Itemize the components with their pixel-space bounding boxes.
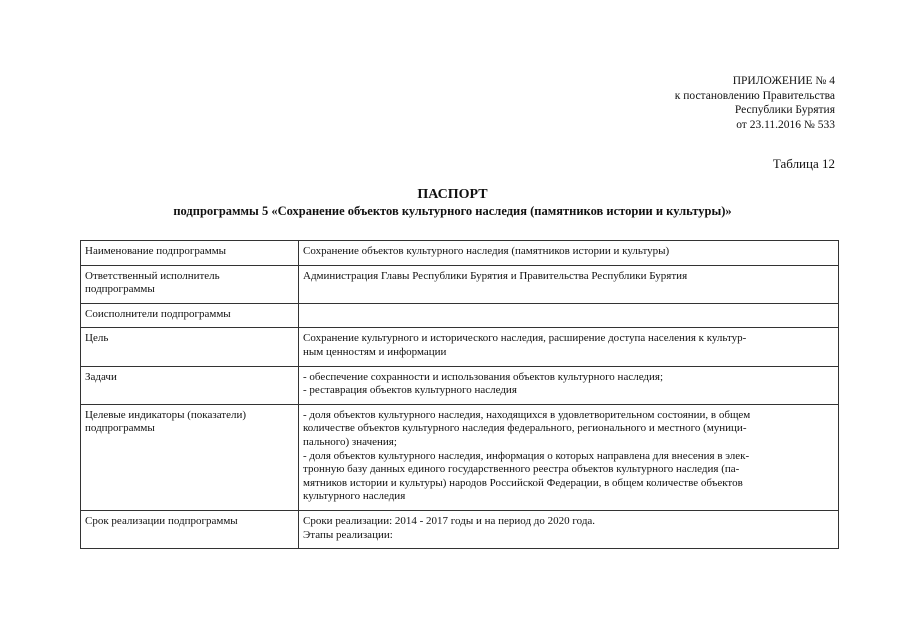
row-value-line: количестве объектов культурного наследия федерального, регионального и местного (муници- [303,422,747,435]
row-value-line: пального) значения; [303,435,397,448]
row-label-line: подпрограммы [85,283,155,296]
table-row [81,510,839,548]
row-label-line: Срок реализации подпрограммы [85,514,238,527]
row-value-cell [299,510,839,548]
row-label-cell [81,265,299,303]
row-value-line: тронную базу данных единого государственного реестра объектов культурного наследия (па- [303,463,740,476]
row-label-cell [81,510,299,548]
row-label-line: Цель [85,332,109,345]
table-row [81,328,839,366]
row-label-line: подпрограммы [85,422,155,435]
appendix-block [675,74,835,132]
row-value-cell [299,303,839,328]
row-value-cell [299,265,839,303]
table-row [81,303,839,328]
row-label-line: Задачи [85,370,117,383]
row-value-line: Администрация Главы Республики Бурятия и Правительства Республики Бурятия [303,269,688,282]
row-value-cell [299,366,839,404]
row-value-line: - обеспечение сохранности и использования объектов культурного наследия; [303,370,664,383]
row-label-cell [81,328,299,366]
row-value-cell [299,328,839,366]
row-value-line: - реставрация объектов культурного наследия [303,384,517,397]
row-label-line: Наименование подпрограммы [85,245,227,257]
document-subtitle: подпрограммы 5 «Сохранение объектов культурного наследия (памятников истории и культуры)» [173,204,732,218]
row-label-cell [81,404,299,510]
table-row [81,265,839,303]
appendix-line: к постановлению Правительства [674,89,835,102]
row-value-line: - доля объектов культурного наследия, находящихся в удовлетворительном состоянии, в общем [303,408,751,421]
row-value-line: Сохранение культурного и исторического наследия, расширение доступа населения к культур- [303,332,747,345]
row-value-line: Этапы реализации: [303,528,393,541]
table-row [81,404,839,510]
row-value-cell [299,404,839,510]
row-value-line: культурного наследия [303,490,406,503]
empty-value [303,308,834,322]
row-value-line: Сроки реализации: 2014 - 2017 годы и на период до 2020 года. [303,514,596,527]
row-label-cell [81,303,299,328]
document-title-block [0,186,905,219]
row-label-line: Соисполнители подпрограммы [85,307,231,320]
row-value-line: ным ценностям и информации [303,345,447,358]
row-value-line: - доля объектов культурного наследия, информация о которых направлена для внесения в элек- [303,449,750,462]
appendix-line: Республики Бурятия [734,104,835,116]
document-title: ПАСПОРТ [417,187,488,202]
row-label-line: Целевые индикаторы (показатели) [85,408,247,421]
row-value-line: Сохранение объектов культурного наследия (памятников истории и культуры) [303,245,670,257]
row-label-cell [81,241,299,266]
row-value-cell [299,241,839,266]
appendix-line: от 23.11.2016 № 533 [736,118,835,131]
passport-table-body [81,241,839,549]
row-value-line: мятников истории и культуры) народов Российской Федерации, в общем количестве объектов [303,476,743,489]
row-label-cell [81,366,299,404]
appendix-line: ПРИЛОЖЕНИЕ № 4 [732,75,835,87]
table-row [81,241,839,266]
row-label-line: Ответственный исполнитель [85,269,220,282]
table-number: Таблица 12 [772,156,835,171]
table-row [81,366,839,404]
passport-table [80,240,839,549]
